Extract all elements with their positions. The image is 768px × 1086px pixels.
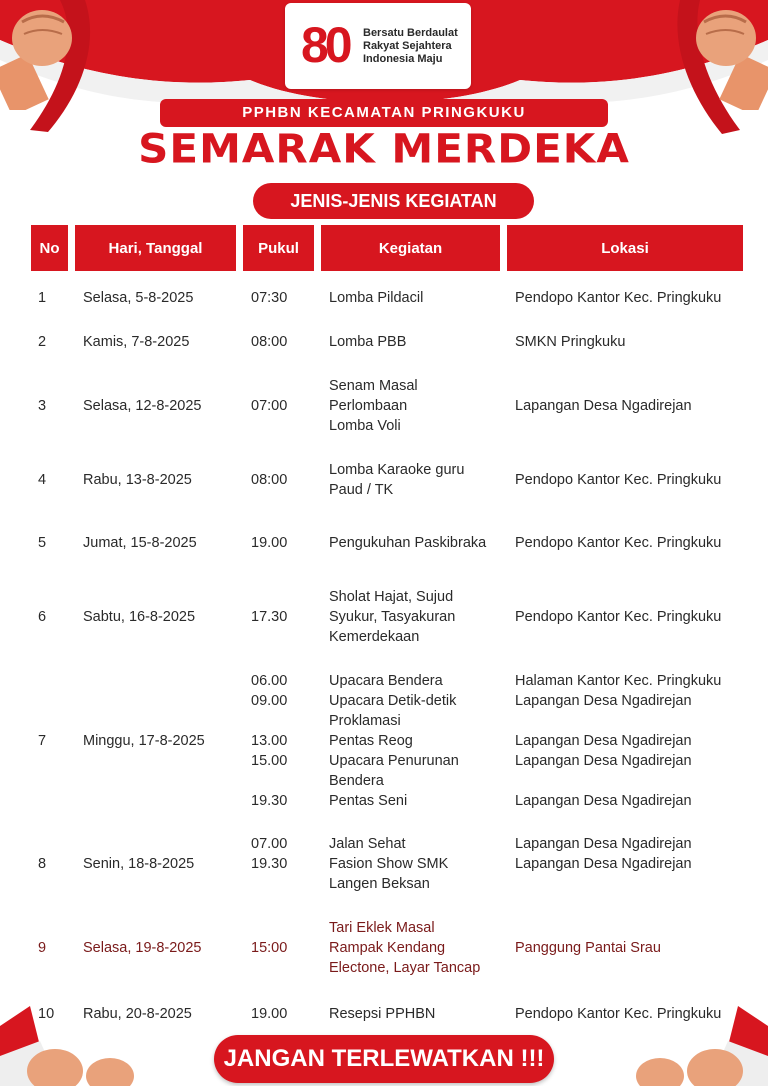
row-location: Pendopo Kantor Kec. Pringkuku bbox=[515, 472, 722, 488]
row-activity: Pentas Reog bbox=[329, 733, 413, 749]
row-location: Lapangan Desa Ngadirejan bbox=[515, 856, 692, 872]
row-time: 19.00 bbox=[251, 1006, 288, 1022]
row-location: Lapangan Desa Ngadirejan bbox=[515, 398, 692, 414]
organizer-banner: PPHBN KECAMATAN PRINGKUKU bbox=[160, 99, 608, 127]
row-number: 2 bbox=[38, 334, 47, 350]
row-activity: Bendera bbox=[329, 773, 384, 789]
row-location: Pendopo Kantor Kec. Pringkuku bbox=[515, 290, 722, 306]
column-header-location: Lokasi bbox=[507, 225, 743, 271]
column-header-time: Pukul bbox=[243, 225, 314, 271]
row-number: 4 bbox=[38, 472, 47, 488]
row-activity: Proklamasi bbox=[329, 713, 401, 729]
row-time: 07:00 bbox=[251, 398, 288, 414]
row-time: 09.00 bbox=[251, 693, 288, 709]
cta-banner: JANGAN TERLEWATKAN !!! bbox=[214, 1035, 554, 1083]
row-activity: Upacara Detik-detik bbox=[329, 693, 457, 709]
row-activity: Pengukuhan Paskibraka bbox=[329, 535, 487, 551]
row-time: 17.30 bbox=[251, 609, 288, 625]
row-activity: Lomba PBB bbox=[329, 334, 407, 350]
row-date: Selasa, 5-8-2025 bbox=[83, 290, 194, 306]
row-date: Rabu, 20-8-2025 bbox=[83, 1006, 192, 1022]
row-number: 6 bbox=[38, 609, 47, 625]
row-time: 19.00 bbox=[251, 535, 288, 551]
row-number: 3 bbox=[38, 398, 47, 414]
row-activity: Lomba Voli bbox=[329, 418, 401, 434]
logo-tagline-line3: Indonesia Maju bbox=[363, 53, 443, 65]
row-activity: Langen Beksan bbox=[329, 876, 430, 892]
row-location: Pendopo Kantor Kec. Pringkuku bbox=[515, 535, 722, 551]
row-date: Sabtu, 16-8-2025 bbox=[83, 609, 196, 625]
row-activity: Pentas Seni bbox=[329, 793, 408, 809]
row-time: 06.00 bbox=[251, 673, 288, 689]
row-number: 5 bbox=[38, 535, 47, 551]
row-date: Jumat, 15-8-2025 bbox=[83, 535, 197, 551]
row-date: Minggu, 17-8-2025 bbox=[83, 733, 205, 749]
column-header-date: Hari, Tanggal bbox=[75, 225, 236, 271]
row-location: Lapangan Desa Ngadirejan bbox=[515, 753, 692, 769]
row-date: Kamis, 7-8-2025 bbox=[83, 334, 190, 350]
row-time: 19.30 bbox=[251, 793, 288, 809]
row-activity: Kemerdekaan bbox=[329, 629, 420, 645]
row-location: Lapangan Desa Ngadirejan bbox=[515, 836, 692, 852]
row-date: Selasa, 19-8-2025 bbox=[83, 940, 202, 956]
row-activity: Lomba Karaoke guru bbox=[329, 462, 465, 478]
row-activity: Electone, Layar Tancap bbox=[329, 960, 481, 976]
row-time: 07:30 bbox=[251, 290, 288, 306]
row-number: 1 bbox=[38, 290, 47, 306]
logo-number: 80 bbox=[301, 17, 349, 73]
row-location: Halaman Kantor Kec. Pringkuku bbox=[515, 673, 722, 689]
row-activity: Senam Masal bbox=[329, 378, 418, 394]
row-time: 15.00 bbox=[251, 753, 288, 769]
row-number: 8 bbox=[38, 856, 47, 872]
row-activity: Sholat Hajat, Sujud bbox=[329, 589, 454, 605]
row-activity: Jalan Sehat bbox=[329, 836, 406, 852]
row-activity: Upacara Bendera bbox=[329, 673, 443, 689]
row-time: 08:00 bbox=[251, 472, 288, 488]
row-date: Selasa, 12-8-2025 bbox=[83, 398, 202, 414]
row-number: 9 bbox=[38, 940, 47, 956]
column-header-no: No bbox=[31, 225, 68, 271]
logo-tagline-line2: Rakyat Sejahtera bbox=[363, 40, 452, 52]
row-activity: Fasion Show SMK bbox=[329, 856, 449, 872]
row-activity: Upacara Penurunan bbox=[329, 753, 459, 769]
logo-tagline-line1: Bersatu Berdaulat bbox=[363, 27, 458, 39]
row-location: Pendopo Kantor Kec. Pringkuku bbox=[515, 1006, 722, 1022]
column-header-activity: Kegiatan bbox=[321, 225, 500, 271]
row-number: 7 bbox=[38, 733, 47, 749]
row-activity: Rampak Kendang bbox=[329, 940, 446, 956]
row-location: Pendopo Kantor Kec. Pringkuku bbox=[515, 609, 722, 625]
row-number: 10 bbox=[38, 1006, 55, 1022]
row-time: 15:00 bbox=[251, 940, 288, 956]
section-heading: JENIS-JENIS KEGIATAN bbox=[253, 183, 534, 219]
row-location: Lapangan Desa Ngadirejan bbox=[515, 693, 692, 709]
row-activity: Resepsi PPHBN bbox=[329, 1006, 436, 1022]
row-location: Panggung Pantai Srau bbox=[515, 940, 661, 956]
row-activity: Syukur, Tasyakuran bbox=[329, 609, 456, 625]
row-time: 13.00 bbox=[251, 733, 288, 749]
row-activity: Lomba Pildacil bbox=[329, 290, 424, 306]
page-title: SEMARAK MERDEKA bbox=[138, 125, 630, 172]
row-location: Lapangan Desa Ngadirejan bbox=[515, 733, 692, 749]
row-time: 08:00 bbox=[251, 334, 288, 350]
row-location: SMKN Pringkuku bbox=[515, 334, 626, 350]
row-activity: Perlombaan bbox=[329, 398, 408, 414]
row-date: Rabu, 13-8-2025 bbox=[83, 472, 192, 488]
row-date: Senin, 18-8-2025 bbox=[83, 856, 195, 872]
row-time: 19.30 bbox=[251, 856, 288, 872]
row-activity: Paud / TK bbox=[329, 482, 394, 498]
row-activity: Tari Eklek Masal bbox=[329, 920, 435, 936]
row-location: Lapangan Desa Ngadirejan bbox=[515, 793, 692, 809]
row-time: 07.00 bbox=[251, 836, 288, 852]
